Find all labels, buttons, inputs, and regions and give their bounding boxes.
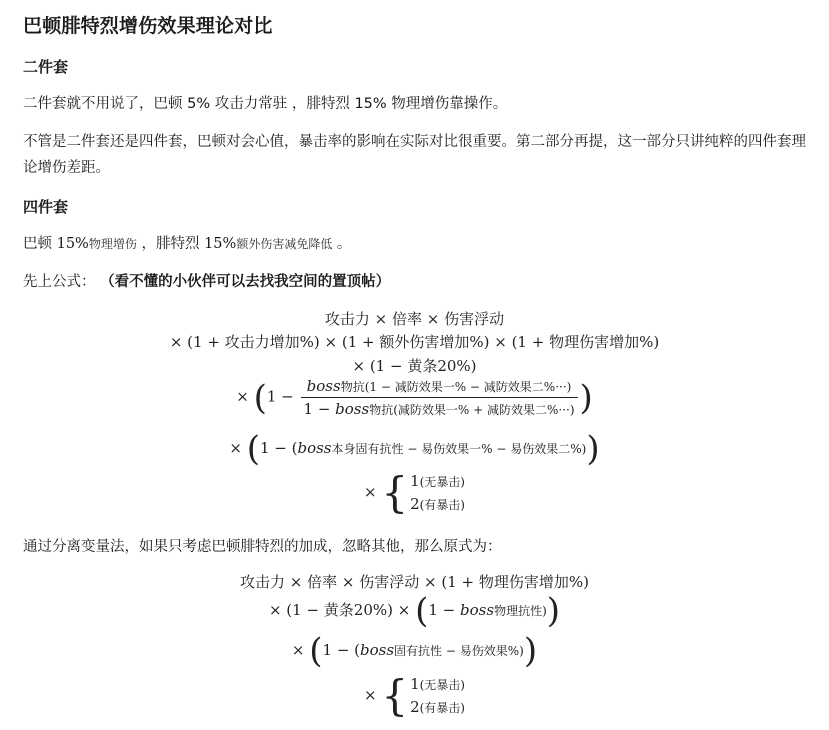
close-paren: ) <box>546 591 561 631</box>
page-title: 巴顿腓特烈增伤效果理论对比 <box>23 15 273 37</box>
times-symbol: × <box>364 483 382 501</box>
case-label: (无暴击) <box>419 475 465 489</box>
brace: { <box>381 671 409 720</box>
open-paren: ( <box>415 591 429 631</box>
open-paren: ( <box>246 429 260 469</box>
case-value: 1 <box>410 675 420 693</box>
case-row <box>410 470 465 493</box>
boss-var: boss <box>460 601 495 619</box>
text-seg: 巴顿 <box>23 236 57 252</box>
formula1-line3: × (1 − 黄条20%) <box>352 357 477 375</box>
formula-seg: 1 − <box>266 387 294 406</box>
formula-seg: 1 − <box>303 400 336 418</box>
boss-var: boss <box>306 377 341 395</box>
formula-note: （看不懂的小伙伴可以去找我空间的置顶帖） <box>100 274 391 290</box>
formula-seg: × (1 − 黄条20%) × <box>268 601 416 619</box>
formula1-line2: × (1 + 攻击力增加%) × (1 + 额外伤害增加%) × (1 + 物理伤害增加%) <box>169 333 660 351</box>
open-paren: ( <box>253 377 267 418</box>
open-paren: ( <box>309 631 323 671</box>
percent-value: 15% <box>56 236 89 252</box>
close-paren: ) <box>586 429 600 469</box>
heading-four-piece: 四件套 <box>23 198 69 216</box>
formula-seg: 1 − ( <box>322 641 361 659</box>
small-label: 物理增伤 <box>88 237 137 251</box>
paragraph-formula-intro <box>23 269 813 295</box>
paragraph-two-piece: 二件套就不用说了，巴顿 5% 攻击力常驻 ，腓特烈 15% 物理增伤靠操作。 <box>23 96 508 112</box>
formula-seg: 本身固有抗性 − 易伤效果一% − 易伤效果二%) <box>331 442 587 456</box>
boss-var: boss <box>360 641 395 659</box>
formula-seg: 1 − <box>428 601 461 619</box>
formula1-line5 <box>0 429 829 469</box>
fraction <box>301 377 578 418</box>
cases <box>410 470 465 516</box>
close-paren: ) <box>579 377 593 418</box>
case-value: 2 <box>410 698 420 716</box>
formula1-line4 <box>0 377 829 418</box>
times-symbol: × <box>291 641 310 659</box>
paragraph-four-piece <box>23 231 813 257</box>
text-seg: ，腓特烈 <box>136 236 205 252</box>
text-seg: 。 <box>332 236 352 252</box>
brace: { <box>381 468 409 517</box>
times-symbol: × <box>236 387 254 406</box>
boss-var: boss <box>335 400 370 418</box>
heading-two-piece: 二件套 <box>23 58 69 76</box>
percent-value: 15% <box>204 236 237 252</box>
formula1-line1: 攻击力 × 倍率 × 伤害浮动 <box>324 310 505 328</box>
cases <box>410 673 465 719</box>
case-label: (有暴击) <box>419 498 465 512</box>
formula2-line1: 攻击力 × 倍率 × 伤害浮动 × (1 + 物理伤害增加%) <box>240 573 589 591</box>
case-row <box>410 696 465 719</box>
case-value: 1 <box>410 472 420 490</box>
fraction-denominator <box>301 398 578 418</box>
formula2-cases <box>0 673 829 719</box>
case-row <box>410 493 465 516</box>
fraction-numerator <box>301 377 578 398</box>
close-paren: ) <box>523 631 538 671</box>
formula-seg: 1 − ( <box>259 439 298 457</box>
boss-var: boss <box>297 439 332 457</box>
case-value: 2 <box>410 495 420 513</box>
formula-seg: 物理抗性) <box>494 604 547 618</box>
formula2-line3 <box>0 631 829 671</box>
formula-seg: 物抗(减防效果一% + 减防效果二%···) <box>369 403 575 417</box>
formula-intro: 先上公式： <box>23 274 96 290</box>
case-label: (无暴击) <box>419 678 465 692</box>
times-symbol: × <box>229 439 247 457</box>
formula-seg: 固有抗性 − 易伤效果%) <box>394 644 524 658</box>
case-label: (有暴击) <box>419 701 465 715</box>
formula-seg: 物抗(1 − 减防效果一% − 减防效果二%···) <box>340 380 572 394</box>
paragraph-transition: 通过分离变量法，如果只考虑巴顿腓特烈的加成，忽略其他，那么原式为： <box>23 539 502 555</box>
times-symbol: × <box>364 686 382 704</box>
small-label: 额外伤害减免降低 <box>236 237 333 251</box>
formula2-line2 <box>0 591 829 631</box>
paragraph-note: 不管是二件套还是四件套，巴顿对会心值，暴击率的影响在实际对比很重要。第二部分再提，这一部分只讲纯粹的四件套理论增伤差距。 <box>23 134 806 176</box>
case-row <box>410 673 465 696</box>
formula1-cases <box>0 470 829 516</box>
